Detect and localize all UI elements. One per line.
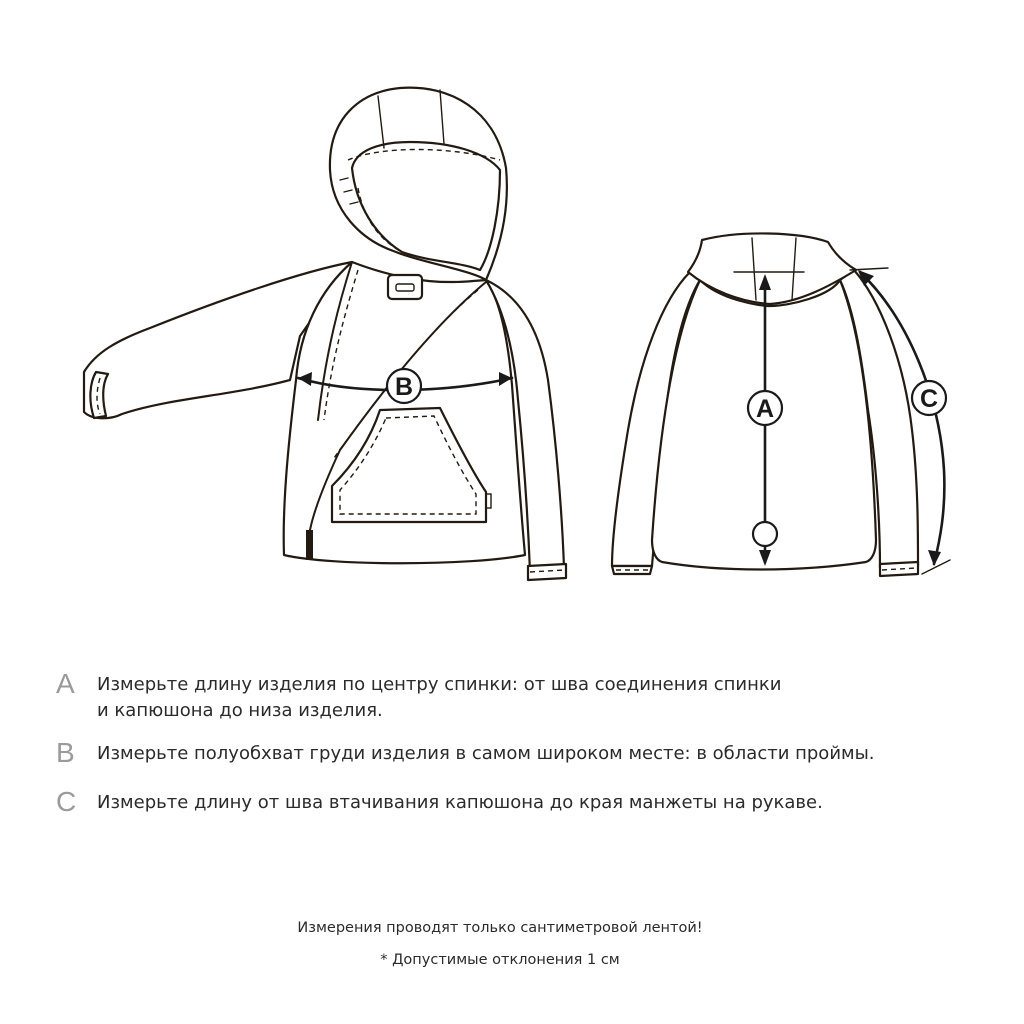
legend-text-a-line1: Измерьте длину изделия по центру спинки: от шва соединения спинки: [97, 674, 782, 695]
legend-text-c: [97, 790, 977, 816]
measure-label-a: A: [755, 395, 775, 423]
zipper-pull: [306, 530, 313, 560]
legend-text-b-line1: Измерьте полуобхват груди изделия в самом широком месте: в области проймы.: [97, 743, 875, 764]
legend-letter-a: A: [56, 668, 75, 699]
legend-text-c-line1: Измерьте длину от шва втачивания капюшона до края манжеты на рукаве.: [97, 792, 823, 813]
legend-text-a: [97, 672, 977, 724]
legend-letter-b: B: [56, 737, 75, 768]
hem-marker-circle: [753, 522, 777, 546]
legend-text-b: [97, 741, 977, 767]
measure-label-b: B: [394, 373, 414, 401]
legend-text-a-line2: и капюшона до низа изделия.: [97, 700, 383, 721]
tolerance-note: * Допустимые отклонения 1 см: [380, 952, 620, 968]
hood-drawcord-tab: [388, 275, 422, 299]
tape-measure-note: Измерения проводят только сантиметровой лентой!: [297, 920, 703, 936]
legend-letter-c: C: [56, 786, 77, 817]
measure-label-c: C: [919, 385, 939, 413]
back-jacket-view: [612, 233, 950, 576]
hood-inner: [352, 142, 500, 270]
front-jacket-view: [84, 88, 566, 580]
